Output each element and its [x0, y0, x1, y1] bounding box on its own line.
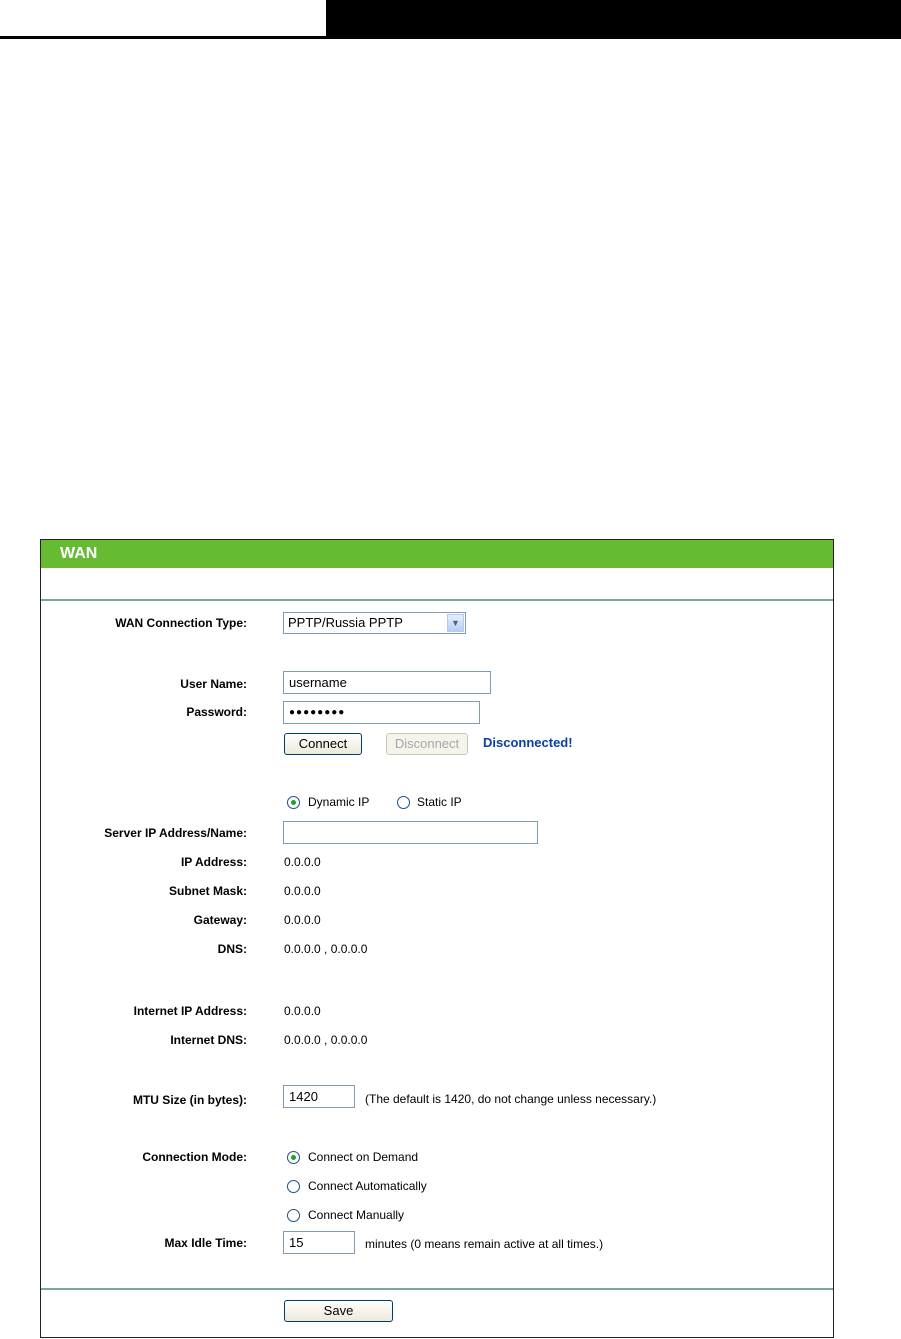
dynamic-ip-radio[interactable] — [287, 796, 300, 809]
wan-connection-type-select[interactable] — [283, 612, 466, 634]
static-ip-radio[interactable] — [397, 796, 410, 809]
dns-value: 0.0.0.0 , 0.0.0.0 — [284, 942, 368, 956]
internet-dns-value: 0.0.0.0 , 0.0.0.0 — [284, 1033, 368, 1047]
max-idle-hint: minutes (0 means remain active at all times.) — [365, 1237, 604, 1251]
disconnect-button[interactable]: Disconnect — [386, 733, 468, 755]
connect-on-demand-radio[interactable] — [287, 1151, 300, 1164]
wan-settings-panel — [40, 539, 834, 1338]
mtu-hint: (The default is 1420, do not change unless necessary.) — [365, 1092, 657, 1106]
wan-connection-type-label: WAN Connection Type: — [115, 616, 247, 630]
header-right-segment — [326, 0, 901, 39]
password-label: Password: — [186, 705, 247, 719]
gateway-label: Gateway: — [193, 913, 247, 927]
server-ip-input[interactable] — [283, 821, 538, 844]
connect-button[interactable]: Connect — [284, 733, 362, 755]
user-name-input[interactable]: username — [283, 671, 491, 694]
internet-ip-label: Internet IP Address: — [133, 1004, 247, 1018]
internet-ip-value: 0.0.0.0 — [284, 1004, 321, 1018]
top-divider — [41, 599, 833, 601]
connection-mode-label: Connection Mode: — [142, 1150, 247, 1164]
panel-title: WAN — [41, 540, 833, 568]
chevron-down-icon[interactable]: ▼ — [447, 614, 464, 632]
document-header-bar — [0, 0, 901, 40]
ip-address-value: 0.0.0.0 — [284, 855, 321, 869]
max-idle-label: Max Idle Time: — [164, 1236, 247, 1250]
mtu-label: MTU Size (in bytes): — [132, 1093, 247, 1107]
subnet-mask-value: 0.0.0.0 — [284, 884, 321, 898]
user-name-label: User Name: — [180, 677, 247, 691]
connect-manually-radio[interactable] — [287, 1209, 300, 1222]
mtu-input[interactable]: 1420 — [283, 1085, 355, 1108]
connect-automatically-radio[interactable] — [287, 1180, 300, 1193]
password-input[interactable]: ●●●●●●●● — [283, 701, 480, 724]
dns-label: DNS: — [217, 942, 247, 956]
max-idle-input[interactable]: 15 — [283, 1231, 355, 1254]
connection-status: Disconnected! — [483, 735, 573, 750]
subnet-mask-label: Subnet Mask: — [168, 884, 247, 898]
gateway-value: 0.0.0.0 — [284, 913, 321, 927]
connect-automatically-label: Connect Automatically — [308, 1179, 427, 1193]
save-button[interactable]: Save — [284, 1300, 393, 1322]
header-left-segment — [0, 0, 326, 39]
static-ip-label: Static IP — [417, 795, 462, 809]
wan-connection-type-value: PPTP/Russia PPTP — [288, 615, 403, 630]
connect-on-demand-label: Connect on Demand — [308, 1150, 419, 1164]
internet-dns-label: Internet DNS: — [170, 1033, 247, 1047]
bottom-divider — [41, 1288, 833, 1290]
ip-address-label: IP Address: — [180, 855, 247, 869]
server-ip-label: Server IP Address/Name: — [104, 826, 247, 840]
dynamic-ip-label: Dynamic IP — [308, 795, 370, 809]
connect-manually-label: Connect Manually — [308, 1208, 405, 1222]
